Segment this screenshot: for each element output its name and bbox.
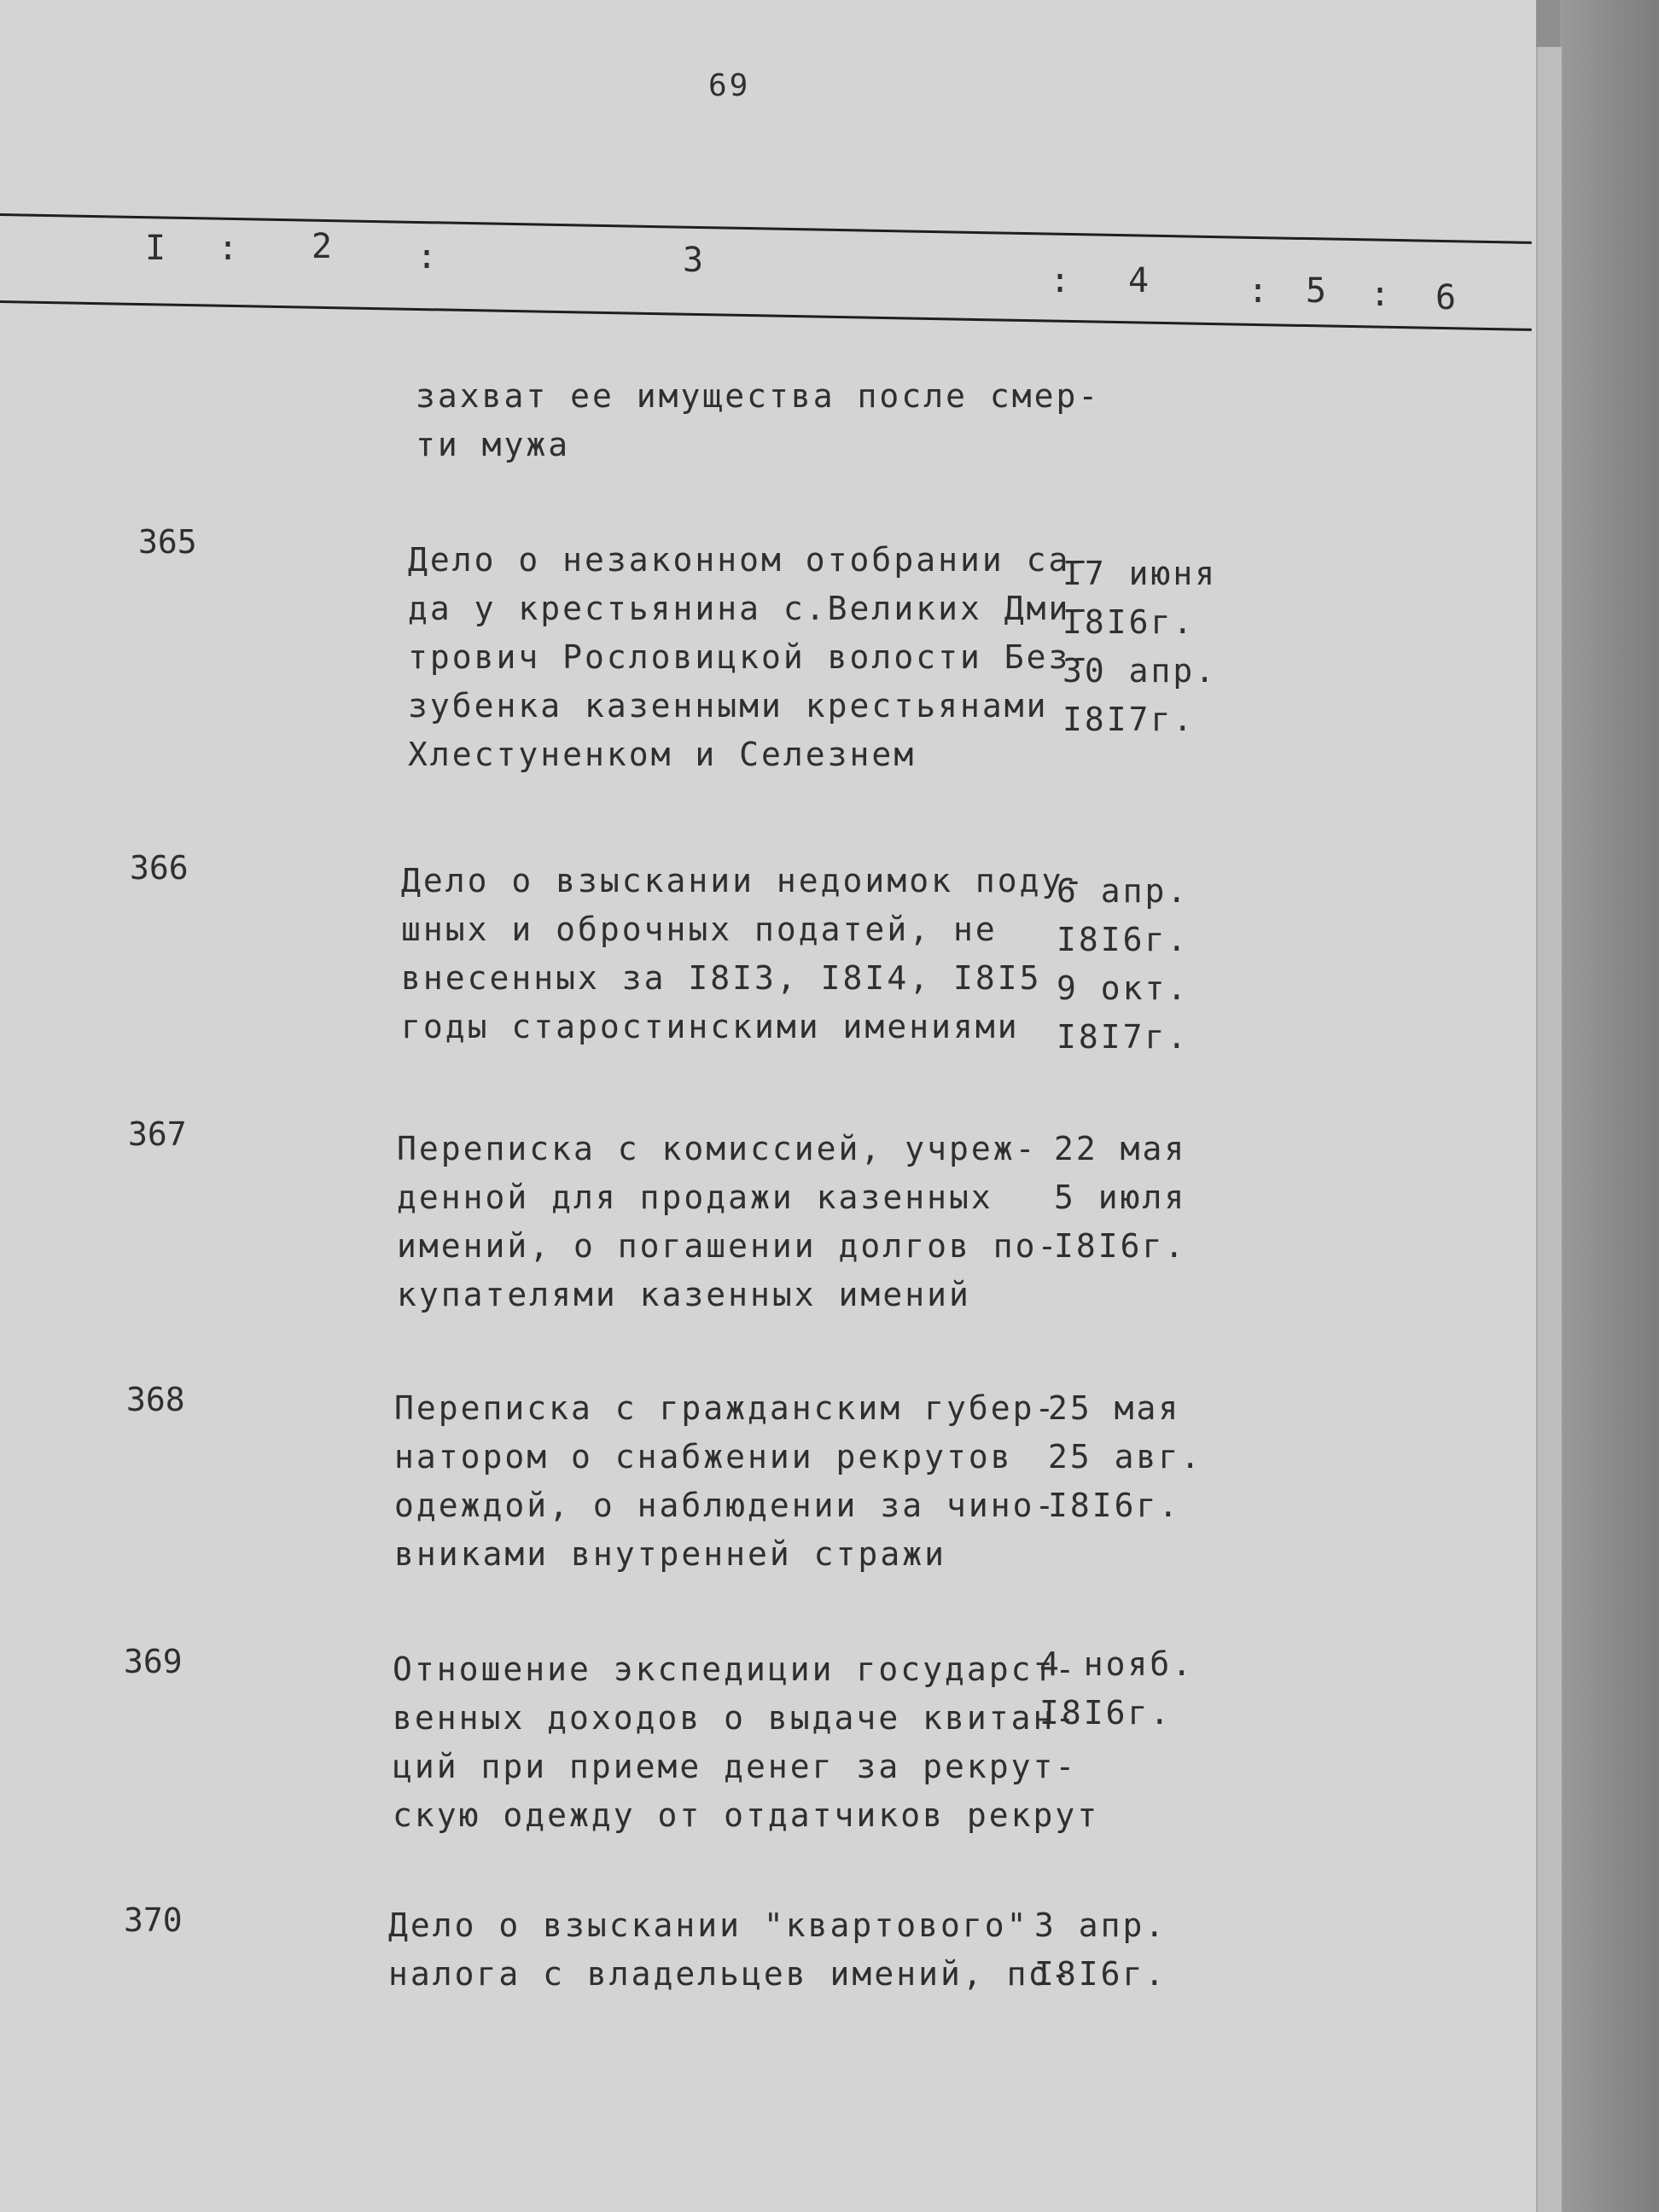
entry-dates — [1054, 1125, 1186, 1271]
text-line: внесенных за I8I3, I8I4, I8I5 — [401, 959, 1042, 997]
background-shadow — [1560, 0, 1659, 2212]
entry-number: 368 — [126, 1381, 185, 1418]
date-line: I8I6г. — [1039, 1694, 1173, 1732]
text-line: трович Рословицкой волости Без- — [408, 638, 1093, 676]
date-line: 25 мая — [1048, 1389, 1181, 1427]
text-line: шных и оброчных податей, не — [401, 911, 998, 948]
text-line: захват ее имущества после смер- — [416, 377, 1101, 415]
date-line: I8I6г. — [1054, 1227, 1187, 1265]
entry-dates — [1057, 867, 1189, 1062]
entry-dates — [1034, 1901, 1167, 1999]
entry-title — [401, 857, 1086, 1051]
entry-number: 369 — [124, 1643, 183, 1680]
text-line: ций при приеме денег за рекрут- — [393, 1748, 1078, 1785]
column-header-4: 4 — [1128, 261, 1150, 300]
text-line: Дело о незаконном отобрании са- — [408, 541, 1093, 579]
entry-title — [397, 1125, 1059, 1319]
entry-dates — [1062, 550, 1217, 744]
entry-title — [388, 1901, 1073, 1999]
text-line: зубенка казенными крестьянами — [408, 687, 1049, 725]
date-line: 3 апр. — [1034, 1906, 1167, 1944]
text-line: Отношение экспедиции государст- — [393, 1650, 1078, 1688]
date-line: I8I7г. — [1057, 1018, 1190, 1056]
text-line: Дело о взыскании "квартового" — [388, 1906, 1029, 1944]
date-line: I8I6г. — [1034, 1955, 1167, 1993]
text-line: купателями казенных имений — [397, 1276, 971, 1313]
entry-number: 366 — [130, 849, 189, 887]
date-line: 6 апр. — [1057, 872, 1190, 910]
text-line: Переписка с гражданским губер- — [394, 1389, 1057, 1427]
column-header-5: 5 — [1306, 271, 1327, 311]
column-header-separator: : — [218, 229, 239, 268]
text-line: ти мужа — [416, 426, 571, 463]
date-line: I8I6г. — [1062, 603, 1196, 641]
text-line: имений, о погашении долгов по- — [397, 1227, 1060, 1265]
column-header-separator: : — [1370, 275, 1391, 314]
text-line: скую одежду от отдатчиков рекрут — [393, 1796, 1100, 1834]
date-line: I7 июня — [1062, 555, 1218, 592]
text-line: вниками внутренней стражи — [394, 1535, 946, 1573]
column-header-1: I — [145, 229, 166, 268]
date-line: 5 июля — [1054, 1179, 1187, 1216]
text-line: годы старостинскими имениями — [401, 1008, 1020, 1045]
column-header-2: 2 — [311, 227, 333, 266]
text-line: одеждой, о наблюдении за чино- — [394, 1487, 1057, 1524]
column-header-3: 3 — [683, 241, 704, 280]
date-line: 25 авг. — [1048, 1438, 1203, 1476]
text-line: венных доходов о выдаче квитан- — [393, 1699, 1078, 1737]
entry-dates — [1039, 1640, 1194, 1738]
continuation-text — [416, 372, 1100, 469]
text-line: налога с владельцев имений, по- — [388, 1955, 1074, 1993]
text-line: Переписка с комиссией, учреж- — [397, 1130, 1038, 1167]
entry-title — [394, 1384, 1057, 1579]
column-header-6: 6 — [1435, 278, 1457, 317]
date-line: 22 мая — [1054, 1130, 1187, 1167]
column-header-separator: : — [1050, 261, 1071, 300]
date-line: I8I6г. — [1057, 921, 1190, 958]
text-line: денной для продажи казенных — [397, 1179, 993, 1216]
date-line: 4 нояб. — [1039, 1645, 1195, 1683]
date-line: I8I6г. — [1048, 1487, 1181, 1524]
text-line: да у крестьянина с.Великих Дми- — [408, 590, 1093, 627]
entry-dates — [1048, 1384, 1202, 1530]
entry-number: 365 — [138, 523, 197, 561]
date-line: 30 апр. — [1062, 652, 1218, 690]
text-line: Хлестуненком и Селезнем — [408, 736, 917, 773]
date-line: I8I7г. — [1062, 701, 1196, 738]
entry-title — [408, 536, 1092, 779]
text-line: Дело о взыскании недоимок поду- — [401, 862, 1086, 899]
header-bottom-rule — [0, 300, 1532, 331]
entry-number: 367 — [128, 1115, 187, 1153]
date-line: 9 окт. — [1057, 969, 1190, 1007]
entry-number: 370 — [124, 1901, 183, 1939]
underlying-page-edge — [1536, 47, 1562, 2212]
column-header-separator: : — [416, 237, 438, 276]
column-header-separator: : — [1248, 271, 1269, 311]
text-line: натором о снабжении рекрутов — [394, 1438, 1013, 1476]
entry-title — [393, 1645, 1099, 1840]
page-number: 69 — [708, 68, 751, 103]
